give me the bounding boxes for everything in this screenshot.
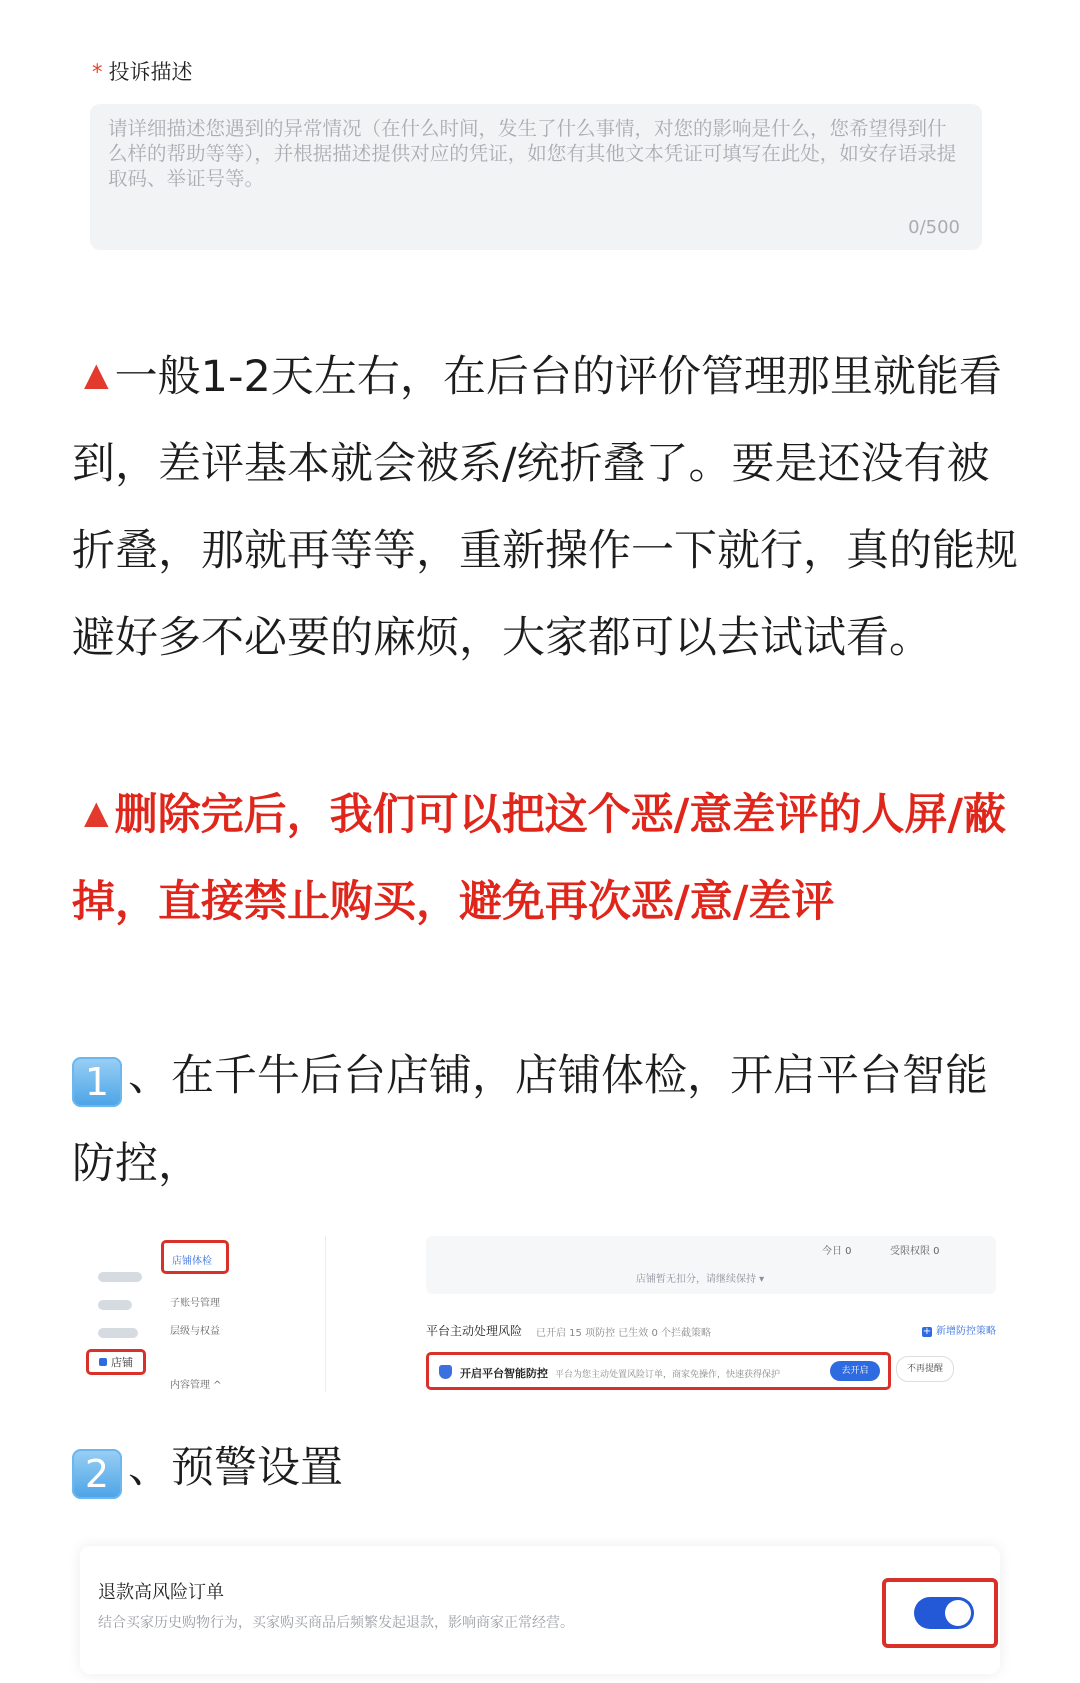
blurred-menu-item: [98, 1272, 142, 1282]
add-strategy-link[interactable]: + 新增防控策略: [922, 1326, 996, 1337]
toggle-knob: [945, 1600, 971, 1626]
submenu-item-content[interactable]: 内容管理 ^: [170, 1380, 222, 1391]
smart-protection-name: 开启平台智能防控: [460, 1367, 548, 1380]
refund-risk-desc: 结合买家历史购物行为，买家购买商品后频繁发起退款，影响商家正常经营。: [98, 1615, 574, 1631]
complaint-description-label: * 投诉描述: [92, 60, 193, 84]
char-counter: 0/500: [908, 217, 960, 238]
score-card: [426, 1236, 996, 1294]
blurred-menu-item: [98, 1328, 138, 1338]
risk-section-subtitle: 已开启 15 项防控 已生效 0 个拦截策略: [536, 1328, 711, 1339]
textarea-placeholder: 请详细描述您遇到的异常情况（在什么时间，发生了什么事情，对您的影响是什么，您希望得到什么样的帮助等等），并根据描述提供对应的凭证，如您有其他文本凭证可填写在此处，如安存语录提取码、举证号等。: [108, 117, 957, 190]
health-check-panel: [426, 1236, 996, 1392]
refund-risk-card: [80, 1546, 1000, 1674]
store-submenu: [160, 1236, 326, 1392]
smart-protection-desc: 平台为您主动处置风险订单，商家免操作，快速获得保护: [555, 1370, 781, 1380]
keycap-2-icon: 2: [72, 1449, 122, 1499]
required-mark: *: [92, 60, 103, 84]
smart-protection-row: [426, 1352, 891, 1390]
enable-button[interactable]: 去开启: [830, 1361, 880, 1381]
today-count: 今日 0: [822, 1246, 852, 1257]
paragraph-block-buyer: ▲ 删除完后，我们可以把这个恶/意差评的人屏/蔽掉，直接禁止购买，避免再次恶/意/差评: [72, 790, 1007, 927]
refund-risk-toggle[interactable]: [914, 1597, 974, 1629]
plus-icon: +: [922, 1326, 932, 1337]
keycap-1-icon: 1: [72, 1057, 122, 1107]
triangle-marker-icon: ▲: [84, 355, 109, 393]
triangle-marker-icon: ▲: [84, 793, 109, 831]
restricted-count: 受限权限 0: [890, 1246, 940, 1257]
complaint-description-textarea[interactable]: [90, 104, 982, 250]
refund-risk-title: 退款高风险订单: [98, 1582, 224, 1603]
shield-icon: [439, 1365, 452, 1379]
main-sidebar: [80, 1236, 154, 1392]
blurred-menu-item: [98, 1300, 132, 1310]
submenu-item-level[interactable]: 层级与权益: [170, 1326, 220, 1337]
submenu-item-subaccount[interactable]: 子账号管理: [170, 1298, 220, 1309]
store-health-screenshot: [80, 1236, 996, 1392]
dismiss-button[interactable]: 不再提醒: [896, 1356, 954, 1382]
step-1: 1 、在千牛后台店铺，店铺体检，开启平台智能防控，: [72, 1051, 988, 1189]
toggle-highlight: [882, 1578, 998, 1648]
store-icon: [99, 1358, 107, 1366]
step-2: 2 、预警设置: [72, 1424, 1022, 1512]
risk-section-title: 平台主动处理风险: [426, 1324, 523, 1338]
no-deduction-hint: 店铺暂无扣分，请继续保持 ▾: [636, 1274, 765, 1285]
paragraph-review-fold: ▲ 一般1-2天左右，在后台的评价管理那里就能看到，差评基本就会被系/统折叠了。要是还没有被折叠，那就再等等，重新操作一下就行，真的能规避好多不必要的麻烦，大家都可以去试试看。: [72, 352, 1018, 663]
submenu-item-health-check[interactable]: 店铺体检: [161, 1240, 229, 1274]
sidebar-item-store[interactable]: 店铺: [86, 1349, 146, 1375]
